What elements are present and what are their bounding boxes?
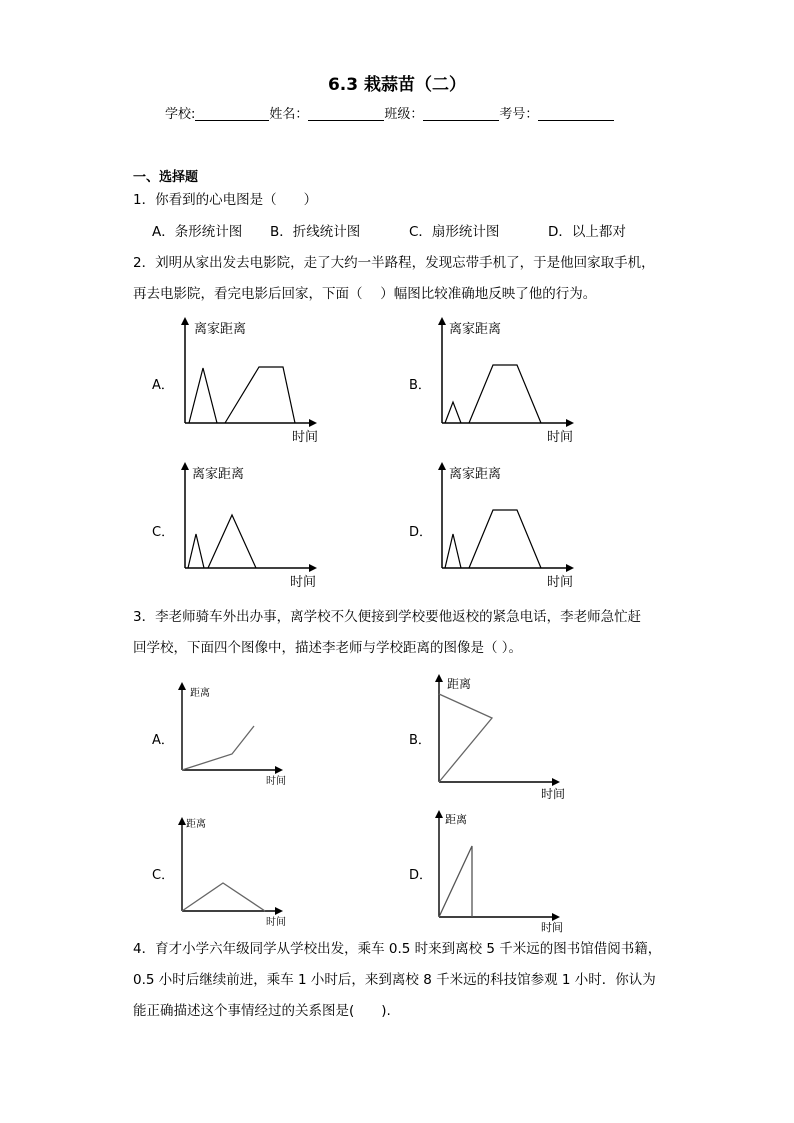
question-2-line-2: 再去电影院，看完电影后回家，下面（ ）幅图比较准确地反映了他的行为。 <box>133 286 597 302</box>
question-1-options <box>152 220 626 240</box>
question-4-line-2: 0.5 小时后继续前进，乘车 1 小时后，来到离校 8 千米远的科技馆参观 1 小时．你认为 <box>133 972 656 988</box>
x-axis-label: 时间 <box>547 575 574 590</box>
x-axis-label: 时间 <box>290 575 317 590</box>
option-d[interactable]: D．以上都对 <box>548 224 626 240</box>
question-2-line-1: 2．刘明从家出发去电影院，走了大约一半路程，发现忘带手机了，于是他回家取手机， <box>133 255 655 271</box>
q2-graph-d <box>427 460 587 595</box>
q2-graph-c <box>170 460 330 595</box>
y-axis-label: 距离 <box>445 813 467 826</box>
y-axis-label: 距离 <box>447 677 472 691</box>
question-3-line-1: 3．李老师骑车外出办事，离学校不久便接到学校要他返校的紧急电话，李老师急忙赶 <box>133 609 642 625</box>
x-axis-label: 时间 <box>547 430 574 445</box>
x-axis-label: 时间 <box>541 921 563 934</box>
section-heading: 一、选择题 <box>133 170 199 185</box>
option-a[interactable]: A．条形统计图 <box>152 224 243 240</box>
x-axis-label: 时间 <box>292 430 319 445</box>
q3-graph-b <box>425 672 575 802</box>
question-4-line-3: 能正确描述这个事情经过的关系图是( ). <box>133 1003 391 1019</box>
q3-graph-a <box>168 680 298 790</box>
q3-graph-c <box>168 815 298 930</box>
y-axis-label: 离家距离 <box>192 467 245 482</box>
name-label: 姓名： <box>269 107 309 122</box>
x-axis-label: 时间 <box>266 776 286 787</box>
x-axis-label: 时间 <box>266 917 286 928</box>
school-blank[interactable] <box>195 106 269 121</box>
y-axis-label: 离家距离 <box>449 322 502 337</box>
student-info-row <box>165 103 614 122</box>
q2-label-b: B． <box>409 378 431 393</box>
x-axis-label: 时间 <box>541 787 566 801</box>
q2-label-d: D． <box>409 525 433 540</box>
name-blank[interactable] <box>308 106 384 121</box>
question-3-line-2: 回学校，下面四个图像中，描述李老师与学校距离的图像是（ ）。 <box>133 640 523 656</box>
y-axis-label: 距离 <box>190 688 210 699</box>
question-1-text: 1．你看到的心电图是（ ） <box>133 192 318 208</box>
q2-graph-b <box>427 315 587 450</box>
q3-label-b: B． <box>409 733 431 748</box>
q2-graph-a <box>170 315 330 450</box>
class-blank[interactable] <box>423 106 499 121</box>
option-c[interactable]: C．扇形统计图 <box>409 224 500 240</box>
page-title: 6.3 栽蒜苗（二） <box>327 75 467 95</box>
q2-label-c: C． <box>152 525 175 540</box>
q3-label-c: C． <box>152 868 175 883</box>
question-4-line-1: 4．育才小学六年级同学从学校出发，乘车 0.5 时来到离校 5 千米远的图书馆借阅书籍， <box>133 941 662 957</box>
school-label: 学校: <box>165 107 196 122</box>
exam-no-blank[interactable] <box>538 106 614 121</box>
y-axis-label: 离家距离 <box>449 467 502 482</box>
exam-no-label: 考号： <box>499 107 539 122</box>
q3-label-d: D． <box>409 868 433 883</box>
y-axis-label: 离家距离 <box>194 322 247 337</box>
q3-graph-d <box>425 808 575 933</box>
y-axis-label: 距离 <box>186 819 206 830</box>
class-label: 班级： <box>384 107 424 122</box>
option-b[interactable]: B．折线统计图 <box>270 224 361 240</box>
q2-label-a: A． <box>152 378 174 393</box>
q3-label-a: A． <box>152 733 174 748</box>
